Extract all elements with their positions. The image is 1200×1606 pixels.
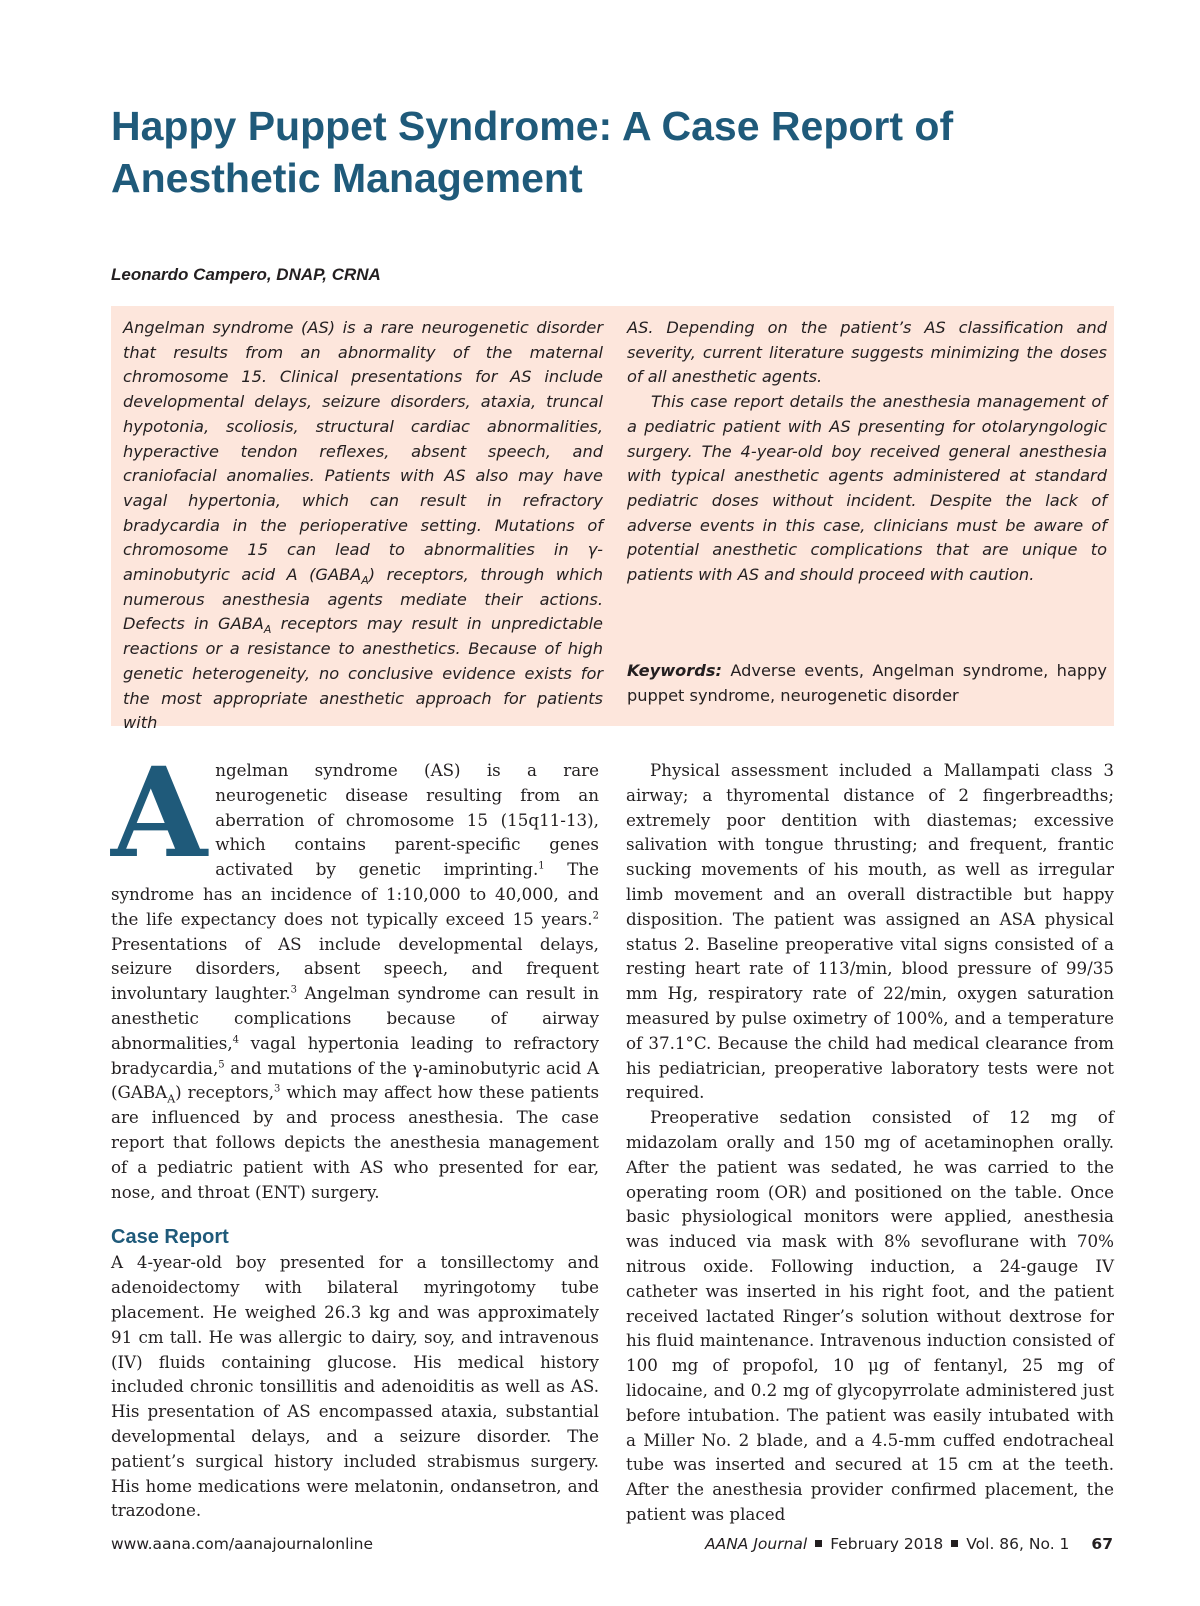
- abstract-text: Angelman syndrome (AS) is a rare neurogenetic disorder that results from an abnormality of the maternal chromosome 15. Clinical presentations for AS include developmental delays, seizure disorders, ataxia, truncal hypotonia, scoliosis, structural cardiac abnormalities, hyperactive tendon reflexes, absent speech, and craniofacial anomalies. Patients with AS also may have vagal hypertonia, which can result in refractory bradycardia in the perioperative setting. Mutations of chromosome 15 can lead to abnormalities in γ-aminobutyric acid A (GABA: [123, 318, 603, 585]
- body-text: ) receptors,: [175, 1082, 275, 1103]
- abstract-paragraph: This case report details the anesthesia management of a pediatric patient with AS presenting for otolaryngologic surgery. The 4-year-old boy received general anesthesia with typical anesthetic agents administered at standard pediatric doses without incident. Despite the lack of adverse events in this case, clinicians must be aware of potential anesthetic complications that are unique to patients with AS and should proceed with caution.: [627, 392, 1107, 585]
- case-report-paragraph: A 4-year-old boy presented for a tonsillectomy and adenoidectomy with bilateral myringotomy tube placement. He weighed 26.3 kg and was approximately 91 cm tall. He was allergic to dairy, soy, and intravenous (IV) fluids containing glucose. His medical history included chronic tonsillitis and adenoiditis as well as AS. His presentation of AS encompassed ataxia, substantial developmental delays, and a seizure disorder. The patient’s surgical history included strabismus surgery. His home medications were melatonin, ondansetron, and trazodone.: [111, 1252, 599, 1521]
- footer-journal-name: AANA Journal: [704, 1535, 808, 1553]
- abstract-box: [111, 306, 1114, 733]
- body-text: Presentations of AS include developmental delays, seizure disorders, absent speech, and frequent involuntary laughter.: [111, 933, 599, 1004]
- body-text: vagal hypertonia leading to refractory bradycardia,: [111, 1032, 599, 1078]
- footer-date: February 2018: [830, 1535, 944, 1553]
- body-text: Angelman syndrome can result in anesthetic complications because of airway abnormalities,: [111, 983, 599, 1053]
- subscript: A: [263, 623, 272, 637]
- footer-volume: Vol. 86, No. 1: [966, 1535, 1070, 1553]
- body-right-column: [626, 758, 1114, 1527]
- subscript: A: [361, 574, 369, 588]
- reference-superscript: 5: [218, 1059, 225, 1070]
- abstract-left-column: [123, 316, 603, 736]
- article-title: [111, 100, 1071, 204]
- reference-superscript: 3: [290, 984, 297, 996]
- body-left-column: [111, 741, 600, 1523]
- author-byline: Leonardo Campero, DNAP, CRNA: [111, 265, 381, 284]
- abstract-paragraph: AS. Depending on the patient’s AS classification and severity, current literature suggests minimizing the doses of all anesthetic agents.: [627, 318, 1107, 387]
- square-bullet-icon: [815, 1540, 822, 1547]
- body-text: The syndrome has an incidence of 1:10,000 to 40,000, and the life expectancy does not typically exceed 15 years.: [111, 859, 599, 929]
- reference-superscript: 4: [232, 1034, 240, 1046]
- reference-superscript: 3: [274, 1083, 281, 1095]
- keywords-text: Adverse events, Angelman syndrome, happy puppet syndrome, neurogenetic disorder: [627, 661, 1107, 705]
- abstract-right-column: [627, 316, 1107, 588]
- abstract-paragraph: [123, 316, 603, 736]
- intro-paragraph: [111, 741, 600, 1204]
- body-text: which may affect how these patients are influenced by and process anesthesia. The case report that follows depicts the anesthesia management of a pediatric patient with AS who presented for ear, nose, and throat (ENT) surgery.: [111, 1082, 600, 1202]
- case-report-heading: Case Report: [111, 1226, 229, 1249]
- square-bullet-icon: [951, 1540, 958, 1547]
- keywords-label: Keywords:: [627, 661, 722, 680]
- title-line-1: Happy Puppet Syndrome: A Case Report of: [111, 103, 954, 149]
- abstract-text: ) receptors, through which numerous anesthesia agents mediate their actions. Defects in GABA: [123, 565, 603, 634]
- page-number: 67: [1091, 1535, 1113, 1553]
- drop-cap: A: [111, 741, 208, 886]
- reference-superscript: 1: [538, 860, 545, 872]
- body-text: and mutations of the γ-aminobutyric acid A (GABA: [111, 1057, 599, 1103]
- reference-superscript: 2: [592, 910, 599, 922]
- keywords: [627, 659, 1107, 708]
- abstract-text: receptors may result in unpredictable reactions or a resistance to anesthetics. Because of high genetic heterogeneity, no conclusive evidence exists for the most appropriate anesthetic approach for patients with: [123, 614, 604, 733]
- footer-journal-url: www.aana.com/aanajournalonline: [111, 1535, 374, 1553]
- title-line-2: Anesthetic Management: [111, 155, 583, 201]
- body-text: ngelman syndrome (AS) is a rare neurogenetic disease resulting from an aberration of chromosome 15 (15q11-13), which contains parent-specific genes activated by genetic imprinting.: [215, 760, 599, 880]
- subscript: A: [167, 1092, 176, 1106]
- assessment-paragraph: Physical assessment included a Mallampati class 3 airway; a thyromental distance of 2 fingerbreadths; extremely poor dentition with diastemas; excessive salivation with tongue thrusting; and frequent, frantic sucking movements of his mouth, as well as irregular limb movement and an overall distractible but happy disposition. The patient was assigned an ASA physical status 2. Baseline preoperative vital signs consisted of a resting heart rate of 113/min, blood pressure of 99/35 mm Hg, respiratory rate of 22/min, oxygen saturation measured by pulse oximetry of 100%, and a temperature of 37.1°C. Because the child had medical clearance from his pediatrician, preoperative laboratory tests were not required.: [626, 760, 1114, 1103]
- footer-citation: [705, 1535, 1113, 1553]
- sedation-paragraph: Preoperative sedation consisted of 12 mg of midazolam orally and 150 mg of acetaminophen orally. After the patient was sedated, he was carried to the operating room (OR) and positioned on the table. Once basic physiological monitors were applied, anesthesia was induced via mask with 8% sevoflurane with 70% nitrous oxide. Following induction, a 24-gauge IV catheter was inserted in his right foot, and the patient received lactated Ringer’s solution without dextrose for his fluid maintenance. Intravenous induction consisted of 100 mg of propofol, 10 μg of fentanyl, 25 mg of lidocaine, and 0.2 mg of glycopyrrolate administered just before intubation. The patient was easily intubated with a Miller No. 2 blade, and a 4.5-mm cuffed endotracheal tube was inserted and secured at 15 cm at the teeth. After the anesthesia provider confirmed placement, the patient was placed: [626, 1107, 1114, 1524]
